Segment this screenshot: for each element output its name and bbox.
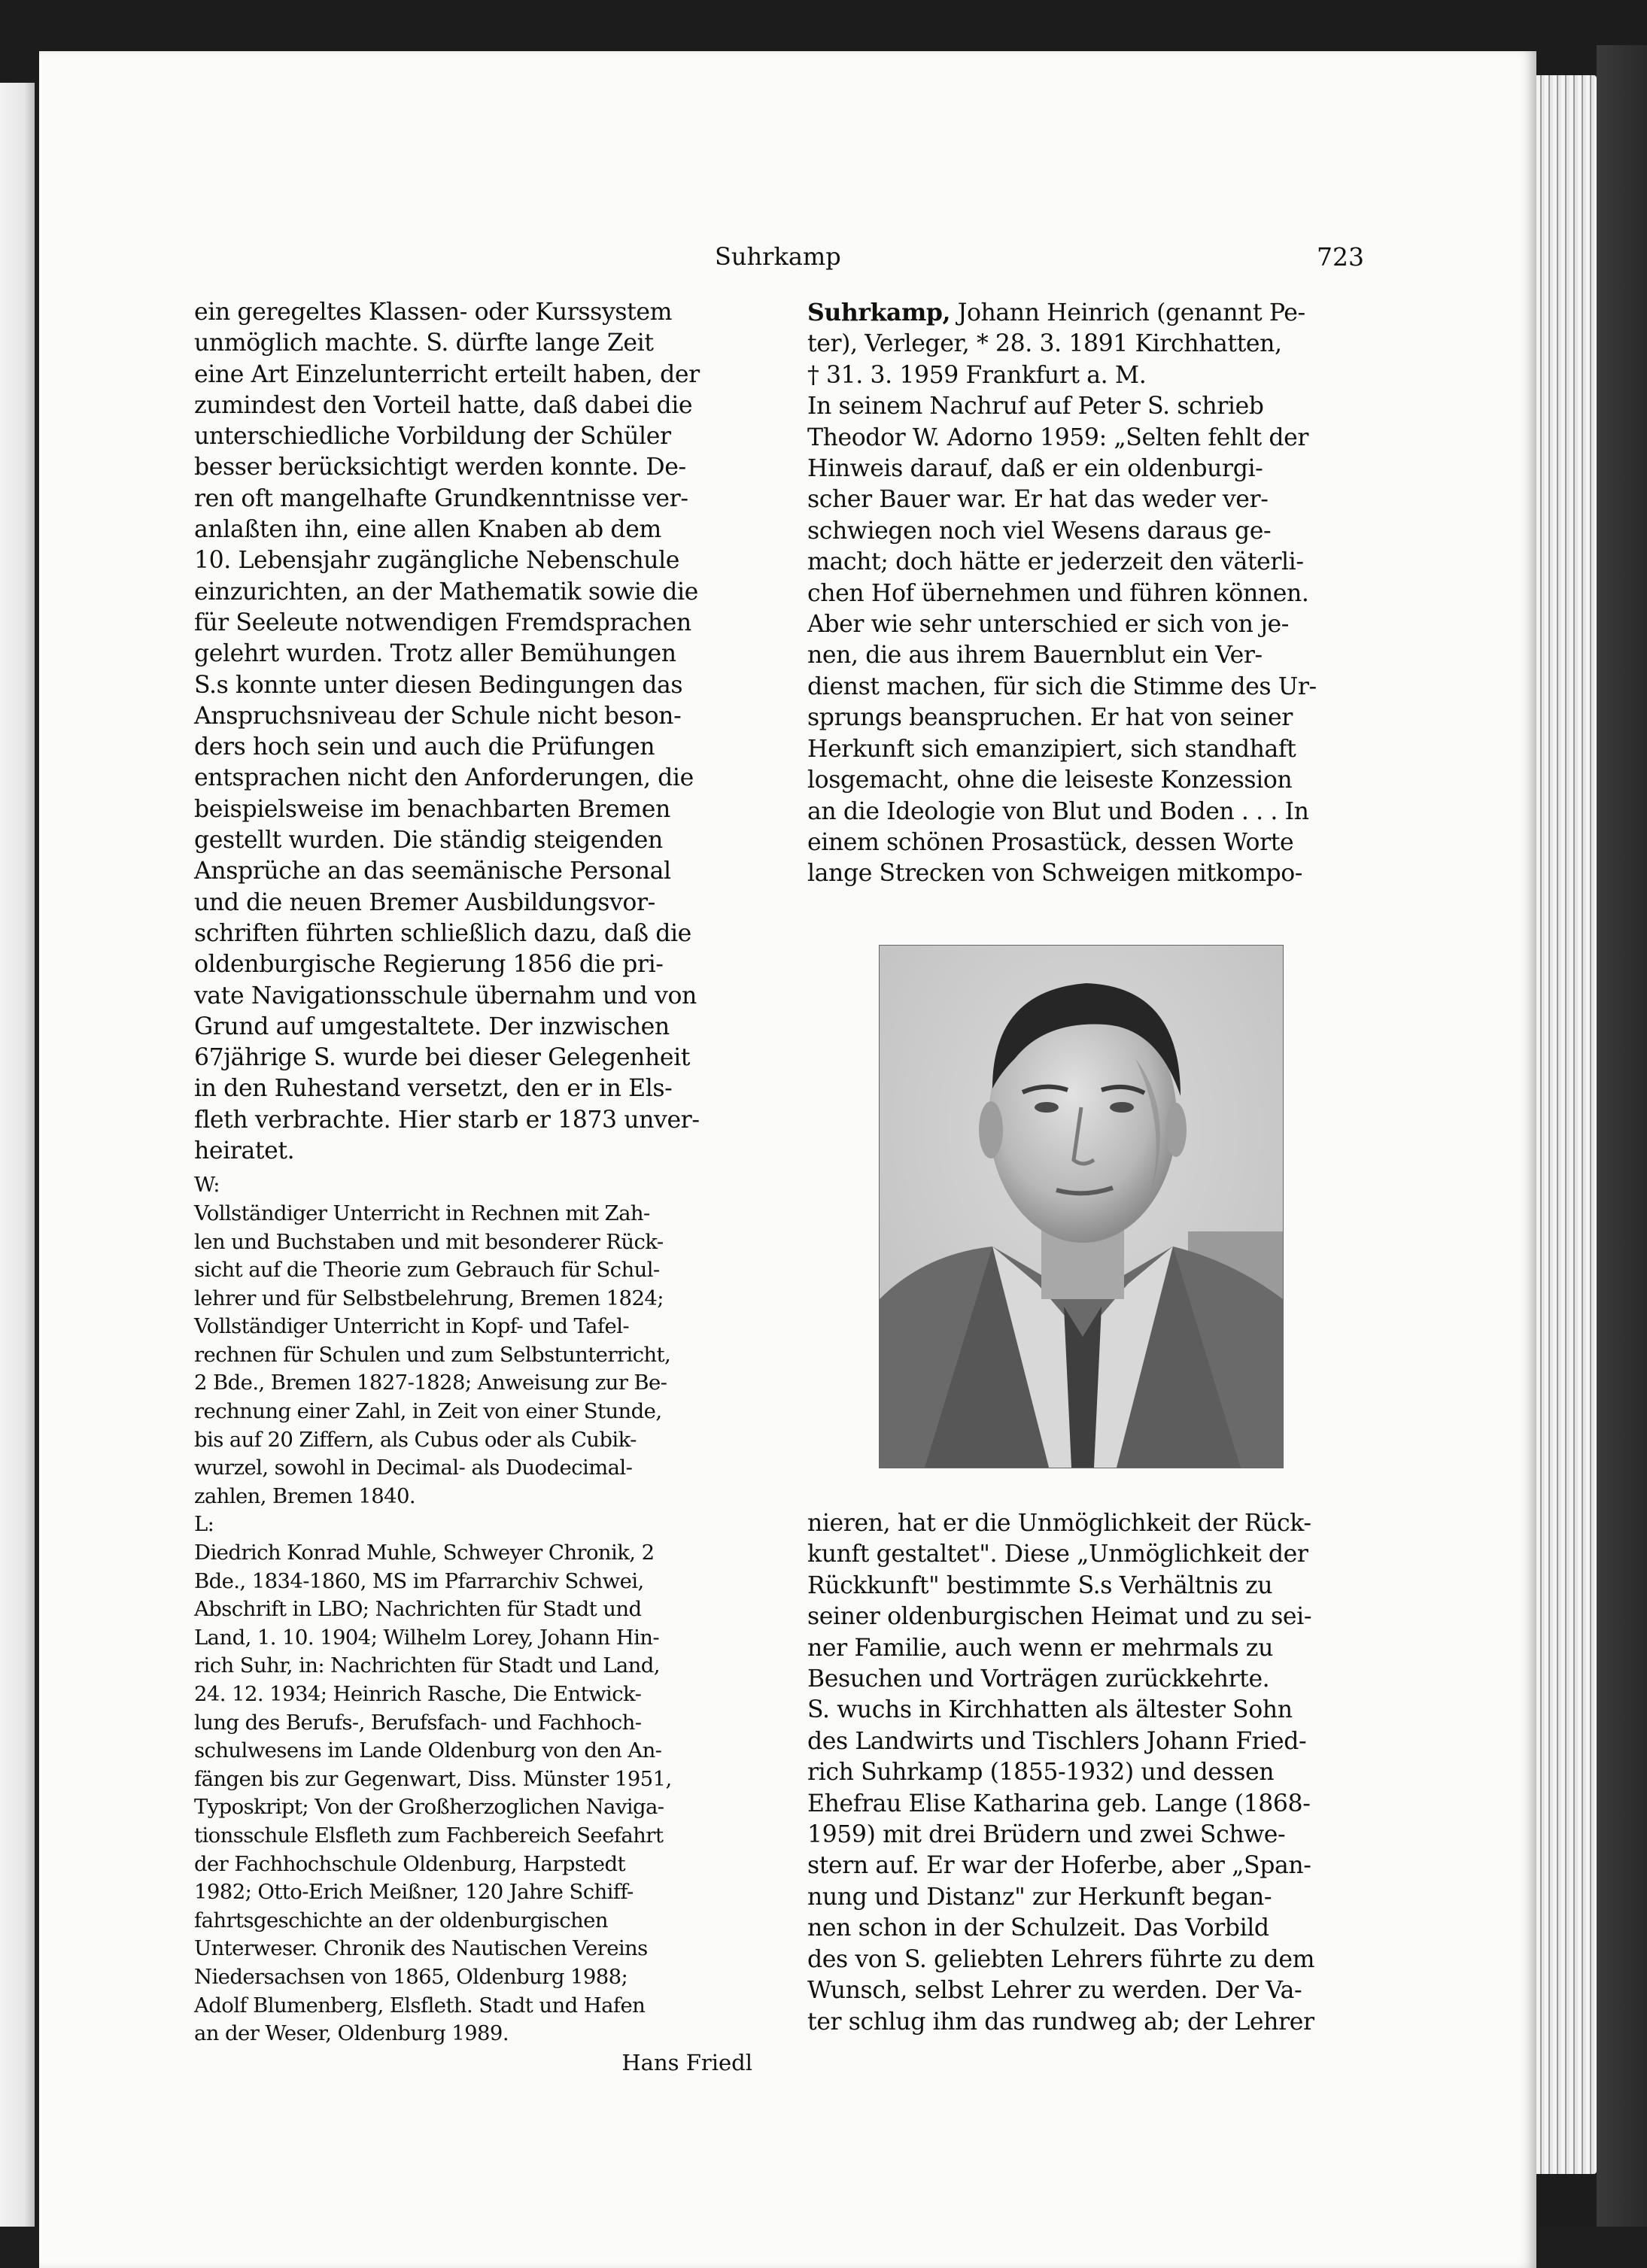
text-line: macht; doch hätte er jederzeit den väterli- [807,548,1304,576]
text-line: rich Suhrkamp (1855-1932) und dessen [807,1759,1275,1787]
text-line: † 31. 3. 1959 Frankfurt a. M. [807,361,1147,389]
text-line: besser berücksichtigt werden konnte. De- [194,454,686,481]
bibliography-line: Vollständiger Unterricht in Rechnen mit Zah- [194,1201,650,1225]
text-line: Anspruchsniveau der Schule nicht beson- [194,702,682,730]
text-line: ter), Verleger, * 28. 3. 1891 Kirchhatten, [807,330,1282,358]
text-line: lange Strecken von Schweigen mitkompo- [807,860,1303,888]
bibliography-line: 24. 12. 1934; Heinrich Rasche, Die Entwick- [194,1682,642,1706]
bibliography-line: schulwesens im Lande Oldenburg von den An- [194,1738,662,1763]
text-line: In seinem Nachruf auf Peter S. schrieb [807,393,1264,421]
text-line: schwiegen noch viel Wesens daraus ge- [807,517,1272,545]
text-line: Herkunft sich emanzipiert, sich standhaft [807,735,1296,763]
text-line: zumindest den Vorteil hatte, daß dabei die [194,391,693,419]
portrait-photo [879,945,1284,1468]
bibliography-line: 2 Bde., Bremen 1827-1828; Anweisung zur Be- [194,1371,667,1395]
right-column [807,297,1366,2036]
bibliography-line: rechnen für Schulen und zum Selbstunterricht, [194,1342,671,1367]
text-line: unterschiedliche Vorbildung der Schüler [194,423,671,451]
bibliography [194,1171,752,2048]
bibliography-line: tionsschule Elsfleth zum Fachbereich Seefahrt [194,1823,664,1847]
bibliography-line: an der Weser, Oldenburg 1989. [194,2021,509,2046]
text-line: 67jährige S. wurde bei dieser Gelegenheit [194,1044,691,1072]
text-line: losgemacht, ohne die leiseste Konzession [807,767,1293,794]
bibliography-line: Niedersachsen von 1865, Oldenburg 1988; [194,1964,628,1989]
bibliography-line: fängen bis zur Gegenwart, Diss. Münster 1951, [194,1766,672,1791]
bibliography-line: zahlen, Bremen 1840. [194,1483,416,1508]
bibliography-line: 1982; Otto-Erich Meißner, 120 Jahre Schiff- [194,1880,634,1905]
bibliography-line: Land, 1. 10. 1904; Wilhelm Lorey, Johann Hin- [194,1625,660,1650]
bibliography-line: lung des Berufs-, Berufsfach- und Fachhoch- [194,1710,642,1735]
text-line: ter schlug ihm das rundweg ab; der Lehrer [807,2008,1314,2036]
text-line: nen, die aus ihrem Bauernblut ein Ver- [807,642,1263,669]
text-line: kunft gestaltet". Diese „Unmöglichkeit der [807,1541,1308,1568]
left-column [194,297,752,2077]
bibliography-line: Bde., 1834-1860, MS im Pfarrarchiv Schwei, [194,1568,644,1593]
article-continuation [807,1508,1366,2038]
text-line: Grund auf umgestaltete. Der inzwischen [194,1013,670,1040]
article-intro [807,297,1366,890]
text-line: eine Art Einzelunterricht erteilt haben, der [194,360,700,388]
article-headword: Suhrkamp, [807,299,951,326]
text-line: heiratet. [194,1137,295,1165]
text-line: oldenburgische Regierung 1856 die pri- [194,951,664,979]
text-line: unmöglich machte. S. dürfte lange Zeit [194,329,654,357]
text-line: chen Hof übernehmen und führen können. [807,579,1309,607]
text-line: vate Navigationsschule übernahm und von [194,982,697,1010]
bibliography-line: Typoskript; Von der Großherzoglichen Naviga- [194,1795,664,1820]
text-line: scher Bauer war. Er hat das weder ver- [807,486,1269,514]
text-line: Hinweis darauf, daß er ein oldenburgi- [807,455,1263,483]
bibliography-line: Diedrich Konrad Muhle, Schweyer Chronik, 2 [194,1541,655,1565]
bibliography-line: Unterweser. Chronik des Nautischen Vereins [194,1936,648,1961]
bibliography-line: Vollständiger Unterricht in Kopf- und Tafel- [194,1314,630,1339]
text-line: des Landwirts und Tischlers Johann Fried- [807,1727,1307,1755]
article-heading-rest: Johann Heinrich (genannt Pe- [950,299,1305,326]
text-line: für Seeleute notwendigen Fremdsprachen [194,609,691,636]
text-line: S. wuchs in Kirchhatten als ältester Sohn [807,1696,1293,1724]
bibliography-line: Abschrift in LBO; Nachrichten für Stadt und [194,1597,642,1622]
bibliography-line: sicht auf die Theorie zum Gebrauch für Schul- [194,1258,660,1283]
text-line: ders hoch sein und auch die Prüfungen [194,733,655,761]
bibliography-line: bis auf 20 Ziffern, als Cubus oder als Cubik- [194,1427,637,1452]
running-head: Suhrkamp [715,242,841,271]
bibliography-line: len und Buchstaben und mit besonderer Rück- [194,1229,664,1254]
bibliography-line: lehrer und für Selbstbelehrung, Bremen 1824; [194,1286,664,1310]
text-line: Rückkunft" bestimmte S.s Verhältnis zu [807,1571,1273,1599]
text-line: gelehrt wurden. Trotz aller Bemühungen [194,640,676,668]
facing-page-edge [0,83,35,2268]
text-line: nen schon in der Schulzeit. Das Vorbild [807,1914,1269,1942]
text-line: 1959) mit drei Brüdern und zwei Schwe- [807,1821,1286,1849]
text-line: sprungs beanspruchen. Er hat von seiner [807,704,1293,732]
bibliography-line: fahrtsgeschichte an der oldenburgischen [194,1908,608,1933]
text-line: Wunsch, selbst Lehrer zu werden. Der Va- [807,1977,1302,2005]
text-line: 10. Lebensjahr zugängliche Nebenschule [194,547,680,575]
text-line: S.s konnte unter diesen Bedingungen das [194,671,683,699]
text-line: Theodor W. Adorno 1959: „Selten fehlt der [807,424,1309,451]
text-line: ren oft mangelhafte Grundkenntnisse ver- [194,484,688,512]
text-line: anlaßten ihn, eine allen Knaben ab dem [194,516,661,544]
bibliography-line: der Fachhochschule Oldenburg, Harpstedt [194,1851,625,1876]
article-author: Hans Friedl [621,2049,752,2075]
text-line: einzurichten, an der Mathematik sowie die [194,578,698,606]
text-line: seiner oldenburgischen Heimat und zu sei- [807,1603,1312,1631]
text-line: an die Ideologie von Blut und Boden . . . In [807,797,1309,825]
page-number: 723 [1317,242,1364,272]
text-line: einem schönen Prosastück, dessen Worte [807,828,1294,856]
text-line: beispielsweise im benachbarten Bremen [194,795,670,823]
text-line: und die neuen Bremer Ausbildungsvor- [194,888,655,916]
text-line: Besuchen und Vorträgen zurückkehrte. [807,1665,1270,1693]
text-line: Ansprüche an das seemänische Personal [194,858,671,885]
bibliography-line: rechnung einer Zahl, in Zeit von einer Stunde, [194,1399,662,1424]
bibliography-line: rich Suhr, in: Nachrichten für Stadt und Land, [194,1653,660,1678]
text-line: gestellt wurden. Die ständig steigenden [194,827,663,855]
text-line: stern auf. Er war der Hoferbe, aber „Span- [807,1852,1311,1880]
text-line: dienst machen, für sich die Stimme des Ur- [807,673,1317,700]
text-line: nung und Distanz" zur Herkunft began- [807,1883,1272,1911]
portrait-image [880,946,1283,1468]
left-column-body [194,297,752,1167]
text-line: des von S. geliebten Lehrers führte zu dem [807,1945,1315,1973]
book-cover-edge [1597,45,1647,2268]
bibliography-line: Adolf Blumenberg, Elsfleth. Stadt und Hafen [194,1993,646,2018]
article-heading-line [807,297,1366,329]
text-line: ein geregeltes Klassen- oder Kurssystem [194,299,673,326]
bibliography-line: W: [194,1173,220,1198]
bibliography-line: L: [194,1512,214,1537]
page-stack-edge [1536,75,1597,2174]
bibliography-line: wurzel, sowohl in Decimal- als Duodecimal- [194,1456,633,1480]
text-line: fleth verbrachte. Hier starb er 1873 unver- [194,1106,700,1134]
text-line: entsprachen nicht den Anforderungen, die [194,764,694,792]
text-line: Ehefrau Elise Katharina geb. Lange (1868- [807,1790,1311,1817]
text-line: schriften führten schließlich dazu, daß die [194,919,691,947]
text-line: in den Ruhestand versetzt, den er in Els- [194,1075,673,1103]
text-line: Aber wie sehr unterschied er sich von je- [807,611,1290,639]
text-line: nieren, hat er die Unmöglichkeit der Rück- [807,1510,1311,1537]
text-line: ner Familie, auch wenn er mehrmals zu [807,1634,1274,1662]
